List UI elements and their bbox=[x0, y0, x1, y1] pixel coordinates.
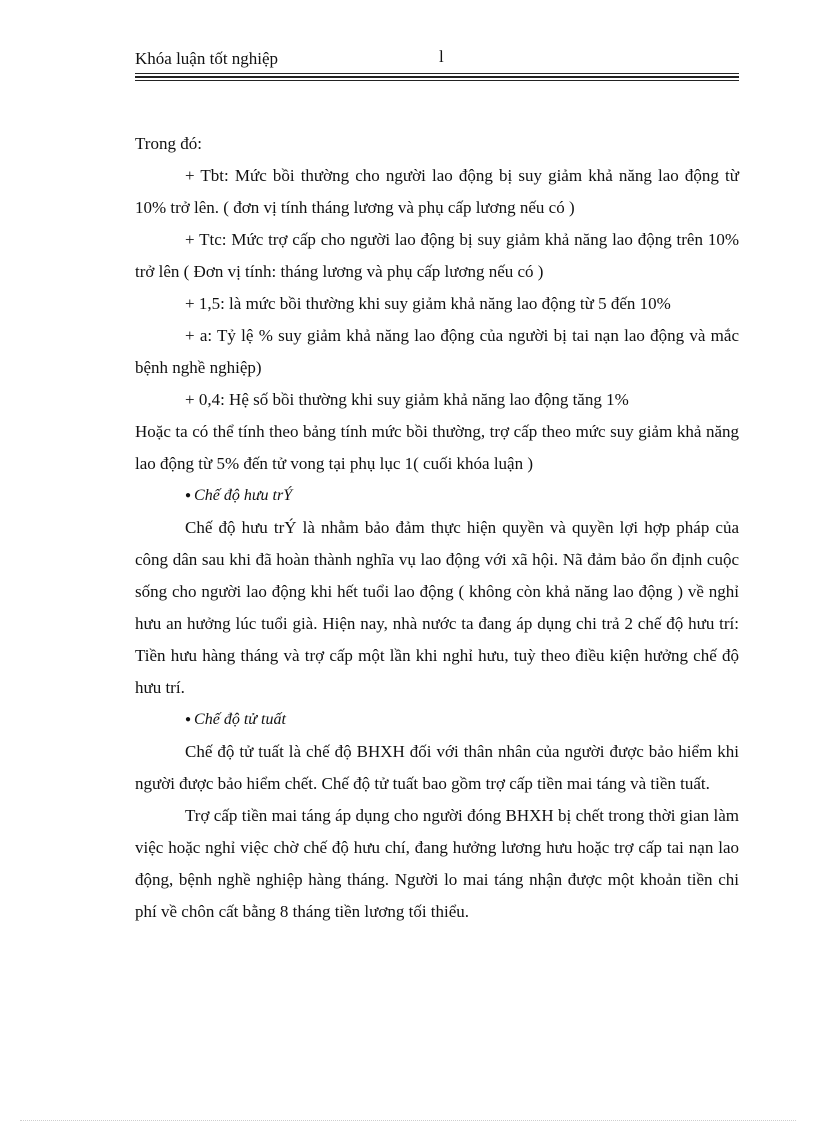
item-tbt: + Tbt: Mức bồi thường cho người lao động bị suy giảm khả năng lao động từ 10% trở lên. ( đơn vị tính tháng lương và phụ cấp lương nếu có ) bbox=[135, 166, 739, 217]
heading-survivor-text: Chế độ tử tuất bbox=[194, 711, 286, 728]
item-1-5: + 1,5: là mức bồi thường khi suy giảm khả năng lao động từ 5 đến 10% bbox=[185, 294, 671, 313]
header-rule bbox=[135, 80, 739, 81]
page-number: l bbox=[439, 47, 444, 66]
item-a: + a: Tỷ lệ % suy giảm khả năng lao động của người bị tai nạn lao động và mắc bệnh nghề nghiệp) bbox=[135, 326, 739, 377]
heading-survivor bbox=[135, 704, 739, 736]
intro-line: Trong đó: bbox=[135, 134, 202, 153]
alt-calc-paragraph: Hoặc ta có thể tính theo bảng tính mức bồi thường, trợ cấp theo mức suy giảm khả năng lao động từ 5% đến tử vong tại phụ lục 1( cuối khóa luận ) bbox=[135, 422, 739, 473]
header-title: Khóa luận tốt nghiệp bbox=[135, 49, 279, 68]
heading-retirement-text: Chế độ hưu trÝ bbox=[194, 487, 293, 504]
item-ttc: + Ttc: Mức trợ cấp cho người lao động bị suy giảm khả năng lao động trên 10% trở lên ( Đơn vị tính: tháng lương và phụ cấp lương nếu có ) bbox=[135, 230, 739, 281]
page-bottom-border bbox=[20, 1120, 796, 1121]
heading-retirement bbox=[135, 480, 739, 512]
survivor-paragraph: Chế độ tử tuất là chế độ BHXH đối với thân nhân của người được bảo hiểm khi người được bảo hiểm chết. Chế độ tử tuất bao gồm trợ cấp tiền mai táng và tiền tuất. bbox=[135, 742, 739, 793]
bullet-icon: ● bbox=[185, 714, 192, 725]
funeral-paragraph: Trợ cấp tiền mai táng áp dụng cho người đóng BHXH bị chết trong thời gian làm việc hoặc nghỉ việc chờ chế độ hưu chí, đang hưởng lương hưu hoặc trợ cấp tai nạn lao động, bệnh nghề nghiệp hàng tháng. Người lo mai táng nhận được một khoản tiền chi phí về chôn cất bằng 8 tháng tiền lương tối thiểu. bbox=[135, 806, 739, 921]
header-rule bbox=[135, 76, 739, 78]
retirement-paragraph: Chế độ hưu trÝ là nhằm bảo đảm thực hiện quyền và quyền lợi hợp pháp của công dân sau khi đã hoàn thành nghĩa vụ lao động với xã hội. Nã đảm bảo ổn định cuộc sống cho người lao động khi hết tuổi lao động ( không còn khả năng lao động ) về nghỉ hưu an hưởng lúc tuổi già. Hiện nay, nhà nước ta đang áp dụng chi trả 2 chế độ hưu trí: Tiền hưu hàng tháng và trợ cấp một lần khi nghỉ hưu, tuỳ theo điều kiện hưởng chế độ hưu trí. bbox=[135, 518, 739, 697]
bullet-icon: ● bbox=[185, 490, 192, 501]
page-header bbox=[135, 47, 739, 81]
header-rule bbox=[135, 73, 739, 74]
item-0-4: + 0,4: Hệ số bồi thường khi suy giảm khả năng lao động tăng 1% bbox=[185, 390, 629, 409]
document-body bbox=[135, 128, 739, 928]
